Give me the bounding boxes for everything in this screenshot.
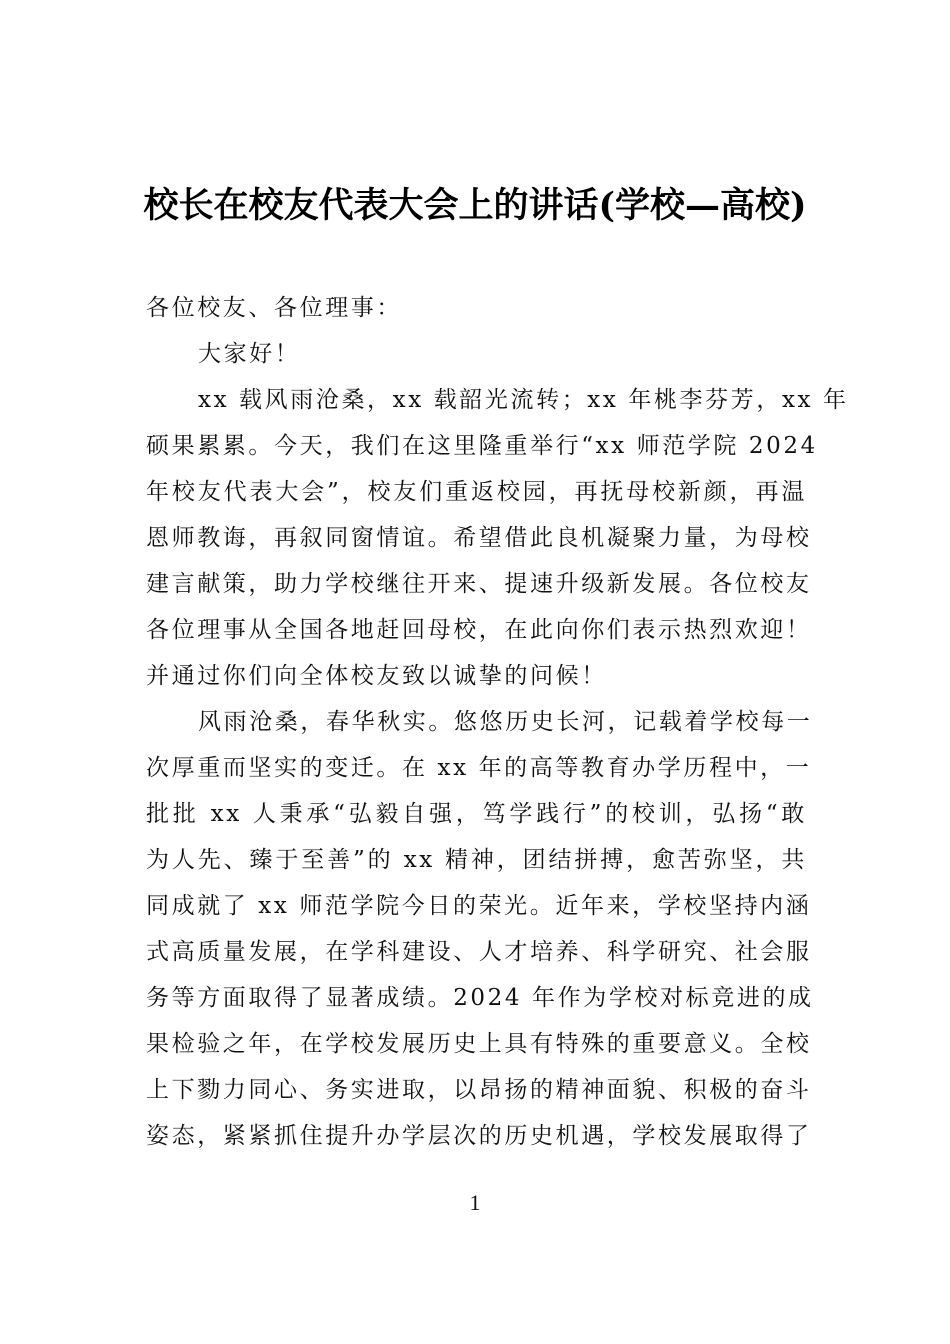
- paragraph-2-line-3: 批批 xx 人秉承“弘毅自强，笃学践行”的校训，弘扬“敢: [146, 801, 807, 827]
- salutation-line: 各位校友、各位理事：: [146, 295, 402, 321]
- document-body: [146, 285, 849, 1159]
- document-title: 校长在校友代表大会上的讲话(学校—高校): [143, 185, 807, 226]
- paragraph-1-line-1: xx 载风雨沧桑，xx 载韶光流转；xx 年桃李芬芳，xx 年: [198, 387, 849, 413]
- paragraph-1-line-4: 恩师教诲，再叙同窗情谊。希望借此良机凝聚力量，为母校: [146, 525, 812, 551]
- paragraph-1-line-2: 硕果累累。今天，我们在这里隆重举行“xx 师范学院 2024: [146, 433, 818, 459]
- paragraph-1-line-6: 各位理事从全国各地赶回母校，在此向你们表示热烈欢迎！: [146, 617, 812, 643]
- paragraph-1-line-5: 建言献策，助力学校继往开来、提速升级新发展。各位校友: [146, 571, 812, 597]
- paragraph-2-line-9: 上下勠力同心、务实进取，以昂扬的精神面貌、积极的奋斗: [146, 1077, 812, 1103]
- paragraph-2-line-2: 次厚重而坚实的变迁。在 xx 年的高等教育办学历程中，一: [146, 755, 812, 781]
- paragraph-2-line-8: 果检验之年，在学校发展历史上具有特殊的重要意义。全校: [146, 1031, 812, 1057]
- paragraph-2-line-4: 为人先、臻于至善”的 xx 精神，团结拼搏，愈苦弥坚，共: [146, 847, 807, 873]
- paragraph-1-line-7: 并通过你们向全体校友致以诚挚的问候！: [146, 663, 607, 689]
- page-number: 1: [469, 1190, 481, 1215]
- paragraph-2-line-10: 姿态，紧紧抓住提升办学层次的历史机遇，学校发展取得了: [146, 1123, 812, 1149]
- paragraph-2-line-5: 同成就了 xx 师范学院今日的荣光。近年来，学校坚持内涵: [146, 893, 812, 919]
- paragraph-2-line-1: 风雨沧桑，春华秋实。悠悠历史长河，记载着学校每一: [198, 709, 813, 735]
- paragraph-2-line-6: 式高质量发展，在学科建设、人才培养、科学研究、社会服: [146, 939, 812, 965]
- paragraph-2-line-7: 务等方面取得了显著成绩。2024 年作为学校对标竞进的成: [146, 985, 814, 1011]
- paragraph-1-line-3: 年校友代表大会”，校友们重返校园，再抚母校新颜，再温: [146, 479, 807, 505]
- greeting-line: 大家好！: [198, 341, 301, 367]
